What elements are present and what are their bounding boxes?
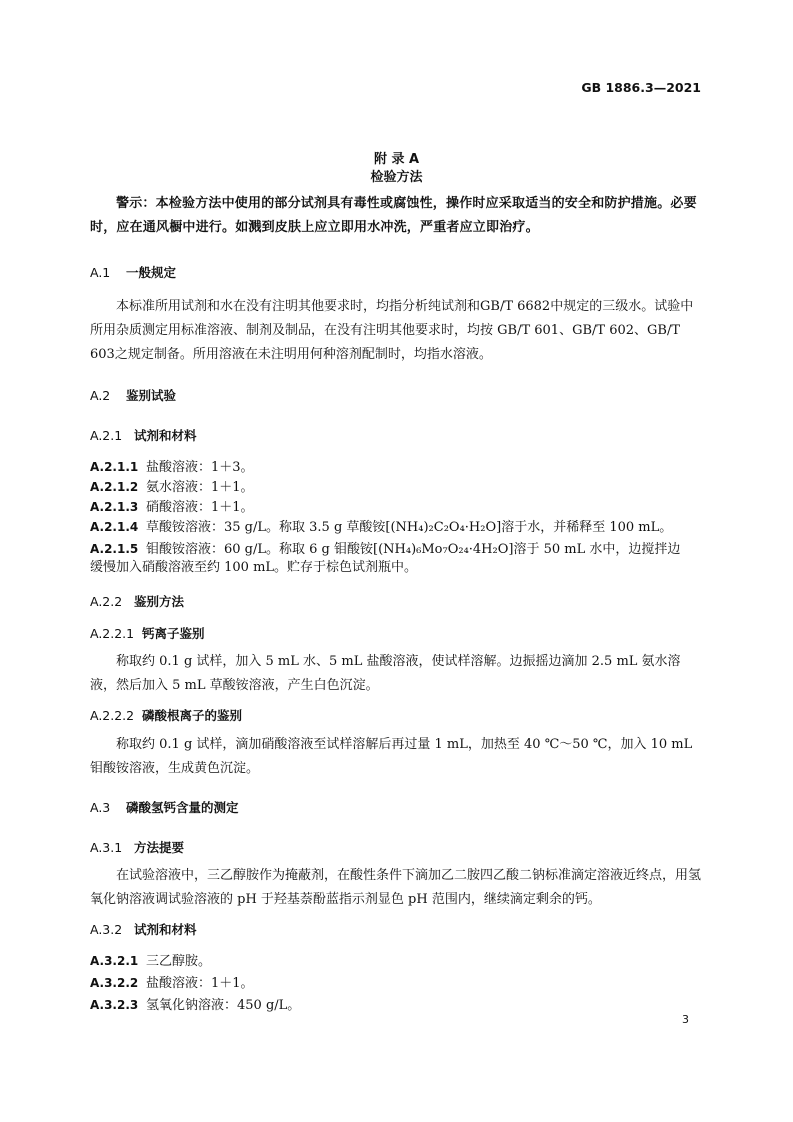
section-number: A.2.2.1 bbox=[90, 626, 135, 641]
list-item bbox=[90, 950, 211, 969]
list-item bbox=[90, 476, 254, 495]
item-number: A.2.1.1 bbox=[90, 460, 139, 474]
section-a3-heading bbox=[90, 798, 239, 816]
section-number: A.3 bbox=[90, 800, 111, 815]
item-text: 氢氧化钠溶液：450 g/L。 bbox=[146, 998, 301, 1013]
list-item bbox=[90, 972, 254, 991]
section-number: A.2 bbox=[90, 388, 111, 403]
section-title: 鉴别试验 bbox=[126, 388, 177, 403]
list-item bbox=[90, 994, 300, 1013]
section-a31-heading bbox=[90, 838, 184, 856]
section-title: 磷酸氢钙含量的测定 bbox=[126, 800, 239, 815]
list-item bbox=[90, 538, 680, 557]
item-text: 盐酸溶液：1＋1。 bbox=[146, 976, 254, 991]
section-a31-text: 在试验溶液中，三乙醇胺作为掩蔽剂，在酸性条件下滴加乙二胺四乙酸二钠标准滴定溶液近终点，用氢氧化钠溶液调试验溶液的 pH 于羟基萘酚蓝指示剂显色 pH 范围内，继续滴定剩余的钙。 bbox=[90, 868, 702, 907]
item-text: 三乙醇胺。 bbox=[146, 954, 212, 969]
item-text: 硝酸溶液：1＋1。 bbox=[146, 500, 254, 515]
section-a222-text: 称取约 0.1 g 试样，滴加硝酸溶液至试样溶解后再过量 1 mL，加热至 40 ℃～50 ℃，加入 10 mL 钼酸铵溶液，生成黄色沉淀。 bbox=[90, 737, 693, 776]
item-number: A.2.1.3 bbox=[90, 500, 139, 514]
section-number: A.3.2 bbox=[90, 922, 123, 937]
item-number: A.2.1.2 bbox=[90, 480, 139, 494]
item-text: 盐酸溶液：1＋3。 bbox=[146, 460, 254, 475]
section-a1-heading bbox=[90, 263, 176, 281]
section-a22-heading bbox=[90, 592, 184, 610]
item-text: 氨水溶液：1＋1。 bbox=[146, 480, 254, 495]
section-title: 试剂和材料 bbox=[134, 922, 197, 937]
item-text: 钼酸铵溶液：60 g/L。称取 6 g 钼酸铵[(NH₄)₆Mo₇O₂₄·4H₂O]溶于 50 mL 水中，边搅拌边 bbox=[146, 542, 681, 557]
item-number: A.2.1.5 bbox=[90, 542, 139, 556]
section-title: 磷酸根离子的鉴别 bbox=[142, 708, 243, 723]
item-number: A.3.2.3 bbox=[90, 998, 139, 1012]
section-title: 方法提要 bbox=[134, 840, 185, 855]
section-title: 一般规定 bbox=[126, 265, 177, 280]
item-text-continued: 缓慢加入硝酸溶液至约 100 mL。贮存于棕色试剂瓶中。 bbox=[90, 560, 418, 575]
page-number: 3 bbox=[682, 1013, 689, 1026]
annex-label: 附 录 A bbox=[373, 152, 420, 167]
list-item bbox=[90, 496, 254, 515]
section-a21-heading bbox=[90, 426, 197, 444]
item-number: A.3.2.1 bbox=[90, 954, 139, 968]
section-a222-heading bbox=[90, 706, 242, 724]
list-item bbox=[90, 516, 672, 535]
item-number: A.3.2.2 bbox=[90, 976, 139, 990]
section-a32-heading bbox=[90, 920, 197, 938]
section-title: 鉴别方法 bbox=[134, 594, 185, 609]
section-a2-heading bbox=[90, 386, 176, 404]
section-number: A.2.2.2 bbox=[90, 708, 135, 723]
section-a221-heading bbox=[90, 624, 205, 642]
section-title: 钙离子鉴别 bbox=[142, 626, 205, 641]
item-number: A.2.1.4 bbox=[90, 520, 139, 534]
section-number: A.2.2 bbox=[90, 594, 123, 609]
annex-title: 检验方法 bbox=[370, 170, 423, 185]
section-a221-text: 称取约 0.1 g 试样，加入 5 mL 水、5 mL 盐酸溶液，使试样溶解。边振摇边滴加 2.5 mL 氨水溶液，然后加入 5 mL 草酸铵溶液，产生白色沉淀。 bbox=[90, 654, 681, 693]
list-item bbox=[90, 456, 254, 475]
section-a1-text: 本标准所用试剂和水在没有注明其他要求时，均指分析纯试剂和GB/T 6682中规定的三级水。试验中所用杂质测定用标准溶液、制剂及制品，在没有注明其他要求时，均按 GB/T 601、GB/T 602、GB/T 603之规定制备。所用溶液在未注明用何种溶剂配制时，均指水溶液。 bbox=[90, 299, 694, 362]
section-number: A.2.1 bbox=[90, 428, 123, 443]
section-number: A.1 bbox=[90, 265, 111, 280]
item-text: 草酸铵溶液：35 g/L。称取 3.5 g 草酸铵[(NH₄)₂C₂O₄·H₂O]溶于水，并稀释至 100 mL。 bbox=[146, 520, 673, 535]
section-number: A.3.1 bbox=[90, 840, 123, 855]
standard-code: GB 1886.3—2021 bbox=[581, 80, 701, 95]
warning-note: 警示：本检验方法中使用的部分试剂具有毒性或腐蚀性，操作时应采取适当的安全和防护措施。必要时，应在通风橱中进行。如溅到皮肤上应立即用水冲洗，严重者应立即治疗。 bbox=[90, 196, 697, 235]
section-title: 试剂和材料 bbox=[134, 428, 197, 443]
